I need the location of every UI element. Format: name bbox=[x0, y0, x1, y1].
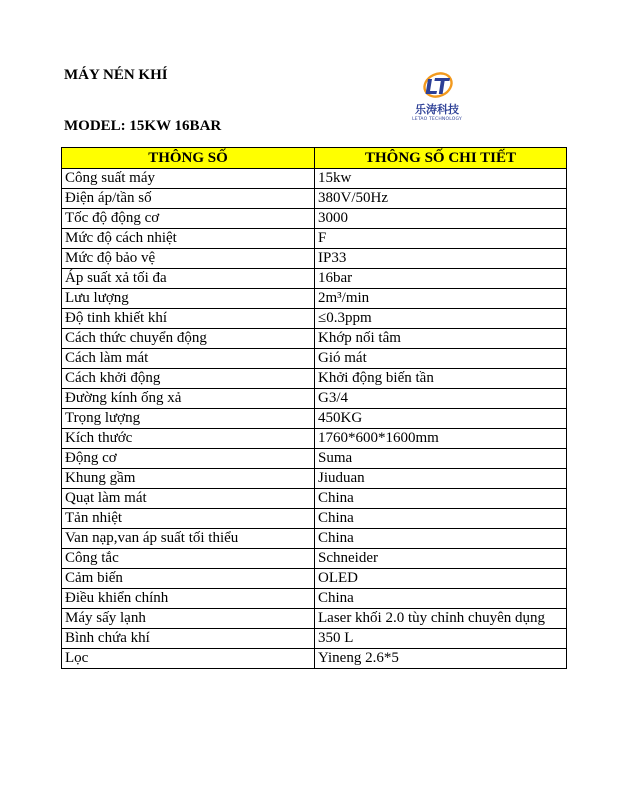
table-row bbox=[62, 389, 567, 409]
parameter-value: 350 L bbox=[315, 629, 567, 649]
parameter-name: Máy sấy lạnh bbox=[62, 609, 315, 629]
parameter-name: Động cơ bbox=[62, 449, 315, 469]
parameter-value: 3000 bbox=[315, 209, 567, 229]
table-row bbox=[62, 509, 567, 529]
parameter-value: F bbox=[315, 229, 567, 249]
table-row bbox=[62, 649, 567, 669]
parameter-name: Khung gầm bbox=[62, 469, 315, 489]
parameter-name: Điều khiển chính bbox=[62, 589, 315, 609]
table-row bbox=[62, 569, 567, 589]
letao-logo-icon bbox=[422, 70, 454, 100]
parameter-value: 15kw bbox=[315, 169, 567, 189]
parameter-value: 450KG bbox=[315, 409, 567, 429]
parameter-name: Van nạp,van áp suất tối thiểu bbox=[62, 529, 315, 549]
table-row bbox=[62, 309, 567, 329]
parameter-name: Bình chứa khí bbox=[62, 629, 315, 649]
spec-table-body bbox=[62, 169, 567, 669]
table-row bbox=[62, 629, 567, 649]
header-detail: THÔNG SỐ CHI TIẾT bbox=[315, 148, 567, 169]
table-row bbox=[62, 609, 567, 629]
parameter-value: China bbox=[315, 509, 567, 529]
parameter-value: Gió mát bbox=[315, 349, 567, 369]
parameter-name: Mức độ cách nhiệt bbox=[62, 229, 315, 249]
parameter-name: Trọng lượng bbox=[62, 409, 315, 429]
parameter-value: China bbox=[315, 489, 567, 509]
table-row bbox=[62, 369, 567, 389]
table-row bbox=[62, 209, 567, 229]
parameter-value: Jiuduan bbox=[315, 469, 567, 489]
header-parameter: THÔNG SỐ bbox=[62, 148, 315, 169]
parameter-value: Khởi động biến tần bbox=[315, 369, 567, 389]
parameter-name: Lọc bbox=[62, 649, 315, 669]
parameter-value: Khớp nối tâm bbox=[315, 329, 567, 349]
parameter-value: 380V/50Hz bbox=[315, 189, 567, 209]
model-label: MODEL: 15KW 16BAR bbox=[64, 118, 222, 134]
parameter-value: Suma bbox=[315, 449, 567, 469]
parameter-name: Cảm biến bbox=[62, 569, 315, 589]
table-row bbox=[62, 249, 567, 269]
table-row bbox=[62, 449, 567, 469]
table-row bbox=[62, 409, 567, 429]
logo-chinese-text: 乐涛科技 bbox=[415, 103, 459, 116]
parameter-name: Đường kính ống xả bbox=[62, 389, 315, 409]
table-row bbox=[62, 269, 567, 289]
parameter-value: Schneider bbox=[315, 549, 567, 569]
parameter-name: Điện áp/tần số bbox=[62, 189, 315, 209]
logo-english-text: LETAO TECHNOLOGY bbox=[412, 117, 462, 122]
parameter-name: Áp suất xả tối đa bbox=[62, 269, 315, 289]
table-row bbox=[62, 489, 567, 509]
parameter-value: 1760*600*1600mm bbox=[315, 429, 567, 449]
table-row bbox=[62, 429, 567, 449]
parameter-name: Tản nhiệt bbox=[62, 509, 315, 529]
parameter-name: Quạt làm mát bbox=[62, 489, 315, 509]
parameter-name: Cách khởi động bbox=[62, 369, 315, 389]
table-row bbox=[62, 469, 567, 489]
parameter-name: Cách thức chuyển động bbox=[62, 329, 315, 349]
table-row bbox=[62, 589, 567, 609]
table-row bbox=[62, 529, 567, 549]
parameter-value: China bbox=[315, 589, 567, 609]
company-logo bbox=[392, 70, 480, 130]
parameter-name: Cách làm mát bbox=[62, 349, 315, 369]
table-row bbox=[62, 349, 567, 369]
parameter-name: Công tắc bbox=[62, 549, 315, 569]
parameter-value: Yineng 2.6*5 bbox=[315, 649, 567, 669]
spec-table-header-row bbox=[62, 148, 567, 169]
parameter-name: Kích thước bbox=[62, 429, 315, 449]
parameter-name: Tốc độ động cơ bbox=[62, 209, 315, 229]
parameter-value: ≤0.3ppm bbox=[315, 309, 567, 329]
parameter-name: Mức độ bảo vệ bbox=[62, 249, 315, 269]
table-row bbox=[62, 549, 567, 569]
document-title: MÁY NÉN KHÍ bbox=[64, 67, 168, 83]
parameter-name: Độ tinh khiết khí bbox=[62, 309, 315, 329]
parameter-value: 16bar bbox=[315, 269, 567, 289]
parameter-value: G3/4 bbox=[315, 389, 567, 409]
table-row bbox=[62, 229, 567, 249]
table-row bbox=[62, 329, 567, 349]
parameter-value: 2m³/min bbox=[315, 289, 567, 309]
table-row bbox=[62, 169, 567, 189]
parameter-name: Công suất máy bbox=[62, 169, 315, 189]
parameter-value: OLED bbox=[315, 569, 567, 589]
parameter-name: Lưu lượng bbox=[62, 289, 315, 309]
spec-table bbox=[61, 147, 567, 669]
table-row bbox=[62, 189, 567, 209]
parameter-value: China bbox=[315, 529, 567, 549]
parameter-value: IP33 bbox=[315, 249, 567, 269]
table-row bbox=[62, 289, 567, 309]
parameter-value: Laser khối 2.0 tùy chỉnh chuyên dụng bbox=[315, 609, 567, 629]
